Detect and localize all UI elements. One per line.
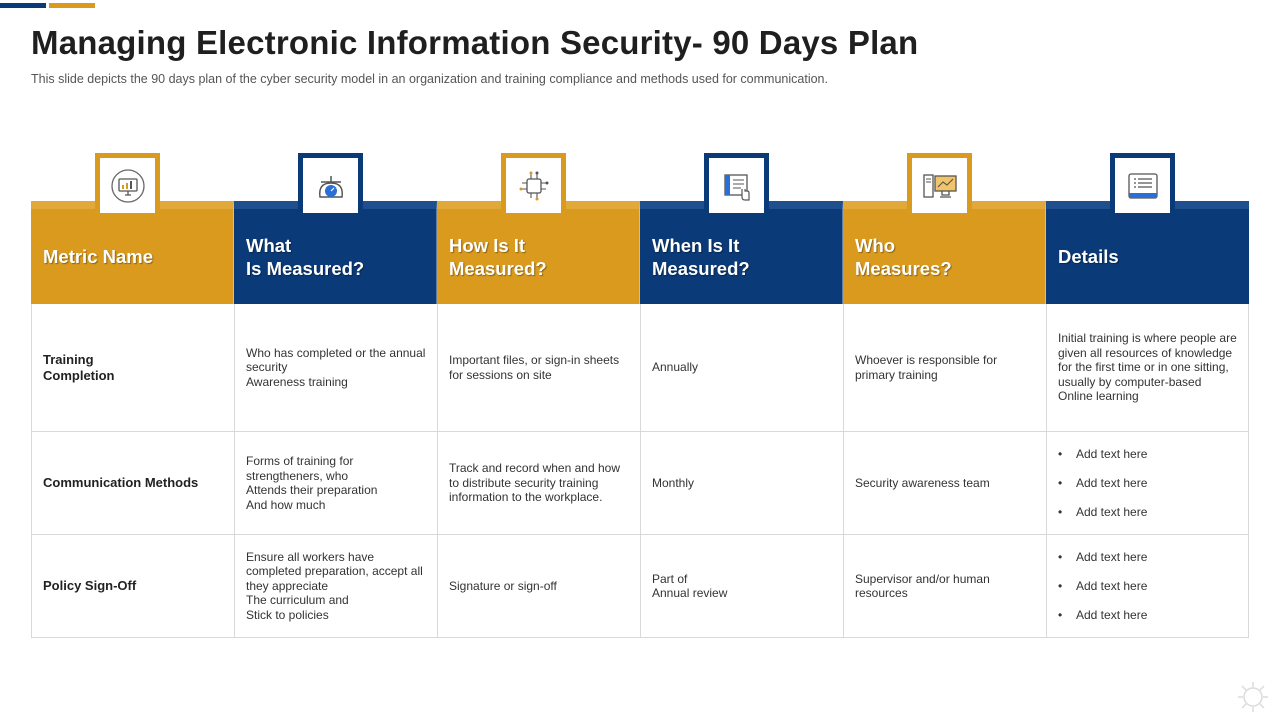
list-item: • Add text here [1076,608,1147,623]
header-what-is-measured [234,201,437,304]
cell-details: Initial training is where people are given all resources of knowledge for the first time or in one sitting, usually by computer-based Online learning [1046,304,1249,431]
list-item: • Add text here [1076,550,1147,565]
icon-frame [298,153,363,218]
icon-frame [704,153,769,218]
header-label: Who Measures? [855,234,952,279]
page-title: Managing Electronic Information Security- 90 Days Plan [31,24,919,61]
cell-metric-name: Policy Sign-Off [31,535,234,637]
icon-frame [907,153,972,218]
header-label: What Is Measured? [246,234,365,279]
details-list [1058,535,1147,637]
cell-details [1046,535,1249,637]
table-row [31,304,1249,432]
cell-how-is-it-measured: Important files, or sign-in sheets for sessions on site [437,304,640,431]
cell-when-is-it-measured: Part of Annual review [640,535,843,637]
table-row [31,432,1249,535]
icon-frame [501,153,566,218]
list-item: • Add text here [1076,447,1147,462]
accent-bar-blue [0,3,46,8]
header-who-measures [843,201,1046,304]
decorative-gear-icon [1236,680,1270,714]
cell-how-is-it-measured: Signature or sign-off [437,535,640,637]
page-subtitle: This slide depicts the 90 days plan of the cyber security model in an organization and training compliance and methods used for communication. [31,72,828,86]
circuit-chip-icon [515,167,553,205]
icon-frame [1110,153,1175,218]
list-item: • Add text here [1076,505,1147,520]
monitor-chart-icon [110,168,146,204]
table-header-row [31,201,1249,304]
header-how-is-it-measured [437,201,640,304]
cell-when-is-it-measured: Monthly [640,432,843,534]
header-label: Details [1058,246,1119,267]
plan-table [31,201,1249,638]
cell-what-is-measured: Forms of training for strengtheners, who Attends their preparation And how much [234,432,437,534]
cell-when-is-it-measured: Annually [640,304,843,431]
list-window-icon [1124,167,1162,205]
header-when-is-it-measured [640,201,843,304]
cell-who-measures: Supervisor and/or human resources [843,535,1046,637]
weighing-scale-icon [312,167,350,205]
list-item: • Add text here [1076,476,1147,491]
cell-who-measures: Security awareness team [843,432,1046,534]
details-list [1058,432,1147,534]
cell-how-is-it-measured: Track and record when and how to distribute security training information to the workplace. [437,432,640,534]
cell-who-measures: Whoever is responsible for primary training [843,304,1046,431]
cell-metric-name: Communication Methods [31,432,234,534]
cell-metric-name: Training Completion [31,304,234,431]
icon-frame [95,153,160,218]
cell-details [1046,432,1249,534]
computer-workstation-icon [920,167,960,205]
header-label: How Is It Measured? [449,234,547,279]
accent-bar-gold [49,3,95,8]
list-item: • Add text here [1076,579,1147,594]
header-label: When Is It Measured? [652,234,750,279]
header-metric-name [31,201,234,304]
header-details [1046,201,1249,304]
cell-what-is-measured: Ensure all workers have completed preparation, accept all they appreciate The curriculum and Stick to policies [234,535,437,637]
table-row [31,535,1249,638]
document-hand-icon [718,167,756,205]
header-label: Metric Name [43,246,154,267]
cell-what-is-measured: Who has completed or the annual security Awareness training [234,304,437,431]
